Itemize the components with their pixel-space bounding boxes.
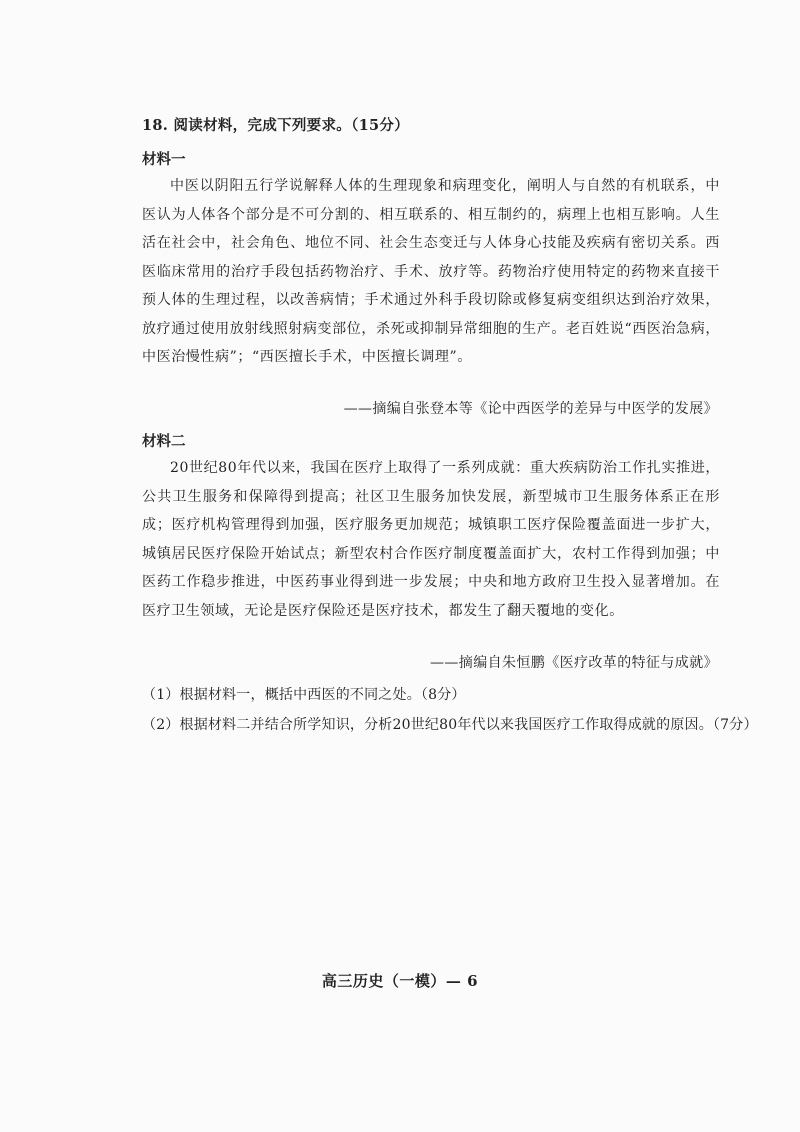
material-2-source: ——摘编自朱恒鹏《医疗改革的特征与成就》: [430, 655, 718, 671]
sub-question-1: （1）根据材料一，概括中西医的不同之处。（8分）: [142, 687, 466, 703]
sub-question-2: （2）根据材料二并结合所学知识，分析20世纪80年代以来我国医疗工作取得成就的原因。（7分）: [142, 717, 758, 733]
page-footer: 高三历史（一模）— 6: [321, 972, 479, 990]
material-1-text: 中医以阴阳五行学说解释人体的生理现象和病理变化，阐明人与自然的有机联系，中医认为人体各个部分是不可分割的、相互联系的、相互制约的，病理上也相互影响。人生活在社会中，社会角色、地位不同、社会生态变迁与人体身心技能及疾病有密切关系。西医临床常用的治疗手段包括药物治疗、手术、放疗等。药物治疗使用特定的药物来直接干预人体的生理过程，以改善病情；手术通过外科手段切除或修复病变组织达到治疗效果，放疗通过使用放射线照射病变部位，杀死或抑制异常细胞的生产。老百姓说“西医治急病，中医治慢性病”；“西医擅长手术，中医擅长调理”。: [142, 178, 720, 365]
material-2-text: 20世纪80年代以来，我国在医疗上取得了一系列成就：重大疾病防治工作扎实推进，公共卫生服务和保障得到提高；社区卫生服务加快发展，新型城市卫生服务体系正在形成；医疗机构管理得到加强，医疗服务更加规范；城镇职工医疗保险覆盖面进一步扩大，城镇居民医疗保险开始试点；新型农村合作医疗制度覆盖面扩大，农村工作得到加强；中医药工作稳步推进，中医药事业得到进一步发展；中央和地方政府卫生投入显著增加。在医疗卫生领域，无论是医疗保险还是医疗技术，都发生了翻天覆地的变化。: [142, 460, 720, 619]
material-2-title: 材料二: [142, 433, 186, 450]
material-1-title: 材料一: [142, 151, 186, 168]
question-header: 18. 阅读材料，完成下列要求。（15分）: [142, 117, 410, 134]
material-1-source: ——摘编自张登本等《论中西医学的差异与中医学的发展》: [343, 401, 718, 417]
